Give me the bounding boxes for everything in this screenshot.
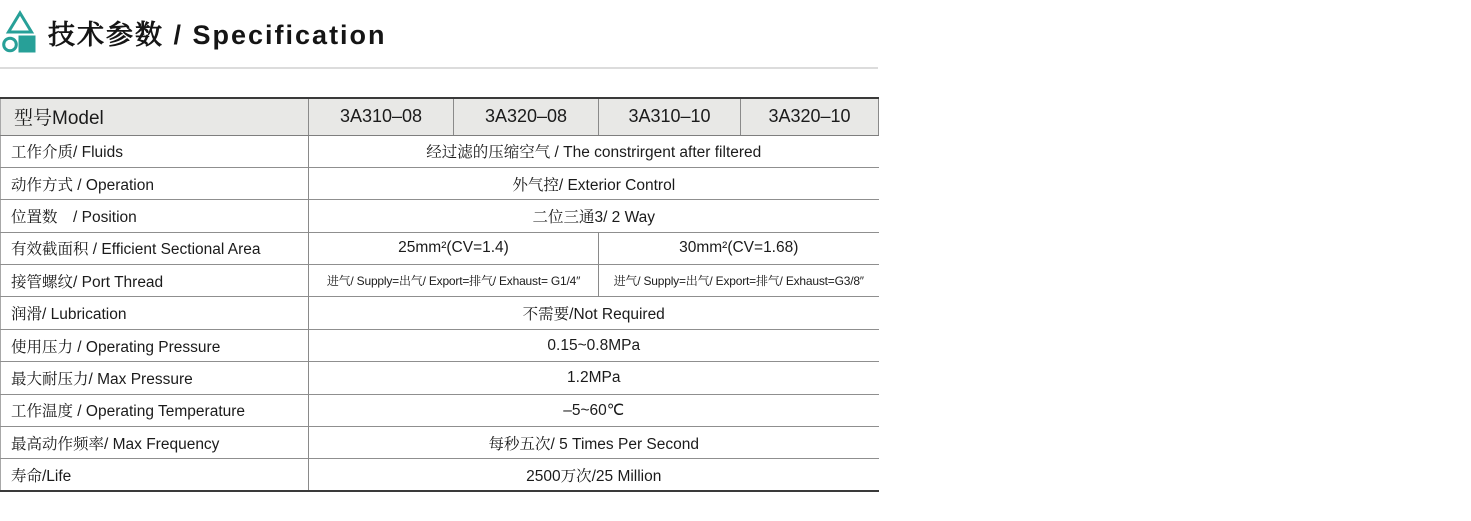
row-value-right: 进气/ Supply=出气/ Export=排气/ Exhaust=G3/8″ xyxy=(599,265,879,297)
table-row-life xyxy=(1,459,879,491)
row-label: 寿命/Life xyxy=(1,459,309,491)
table-row-port-thread xyxy=(1,265,879,297)
row-value: 二位三通3/ 2 Way xyxy=(309,200,879,232)
row-value: 2500万次/25 Million xyxy=(309,459,879,491)
table-row-fluids xyxy=(1,135,879,167)
logo-triangle xyxy=(9,13,32,32)
page-header xyxy=(2,10,387,54)
row-label: 润滑/ Lubrication xyxy=(1,297,309,329)
row-value: 每秒五次/ 5 Times Per Second xyxy=(309,427,879,459)
table-row-operating-temperature xyxy=(1,394,879,426)
row-value: 经过滤的压缩空气 / The constrirgent after filtered xyxy=(309,135,879,167)
logo-circle xyxy=(4,38,17,51)
page-title: 技术参数 / Specification xyxy=(48,19,387,50)
row-value: 1.2MPa xyxy=(309,362,879,394)
row-label: 工作温度 / Operating Temperature xyxy=(1,394,309,426)
model-cell: 3A320–08 xyxy=(454,98,599,135)
row-label: 最高动作频率/ Max Frequency xyxy=(1,427,309,459)
table-row-operation xyxy=(1,167,879,199)
model-cell: 3A320–10 xyxy=(741,98,879,135)
table-row-max-frequency xyxy=(1,427,879,459)
row-value-left: 进气/ Supply=出气/ Export=排气/ Exhaust= G1/4″ xyxy=(309,265,599,297)
row-label: 动作方式 / Operation xyxy=(1,167,309,199)
row-value-right: 30mm²(CV=1.68) xyxy=(599,232,879,264)
table-row-lubrication xyxy=(1,297,879,329)
model-header-row xyxy=(1,98,879,135)
row-value: –5~60℃ xyxy=(309,394,879,426)
row-label: 位置数 / Position xyxy=(1,200,309,232)
row-value: 不需要/Not Required xyxy=(309,297,879,329)
model-header-label: 型号Model xyxy=(1,98,309,135)
triangle-circle-square-logo-icon xyxy=(2,10,40,54)
row-label: 最大耐压力/ Max Pressure xyxy=(1,362,309,394)
row-value: 外气控/ Exterior Control xyxy=(309,167,879,199)
table-row-position xyxy=(1,200,879,232)
logo-square xyxy=(19,36,36,53)
row-value: 0.15~0.8MPa xyxy=(309,329,879,361)
table-row-max-pressure xyxy=(1,362,879,394)
model-cell: 3A310–10 xyxy=(599,98,741,135)
table-row-sectional-area xyxy=(1,232,879,264)
row-value-left: 25mm²(CV=1.4) xyxy=(309,232,599,264)
table-row-operating-pressure xyxy=(1,329,879,361)
row-label: 工作介质/ Fluids xyxy=(1,135,309,167)
model-cell: 3A310–08 xyxy=(309,98,454,135)
title-divider xyxy=(0,67,878,69)
row-label: 有效截面积 / Efficient Sectional Area xyxy=(1,232,309,264)
spec-table xyxy=(0,97,879,492)
row-label: 接管螺纹/ Port Thread xyxy=(1,265,309,297)
row-label: 使用压力 / Operating Pressure xyxy=(1,329,309,361)
